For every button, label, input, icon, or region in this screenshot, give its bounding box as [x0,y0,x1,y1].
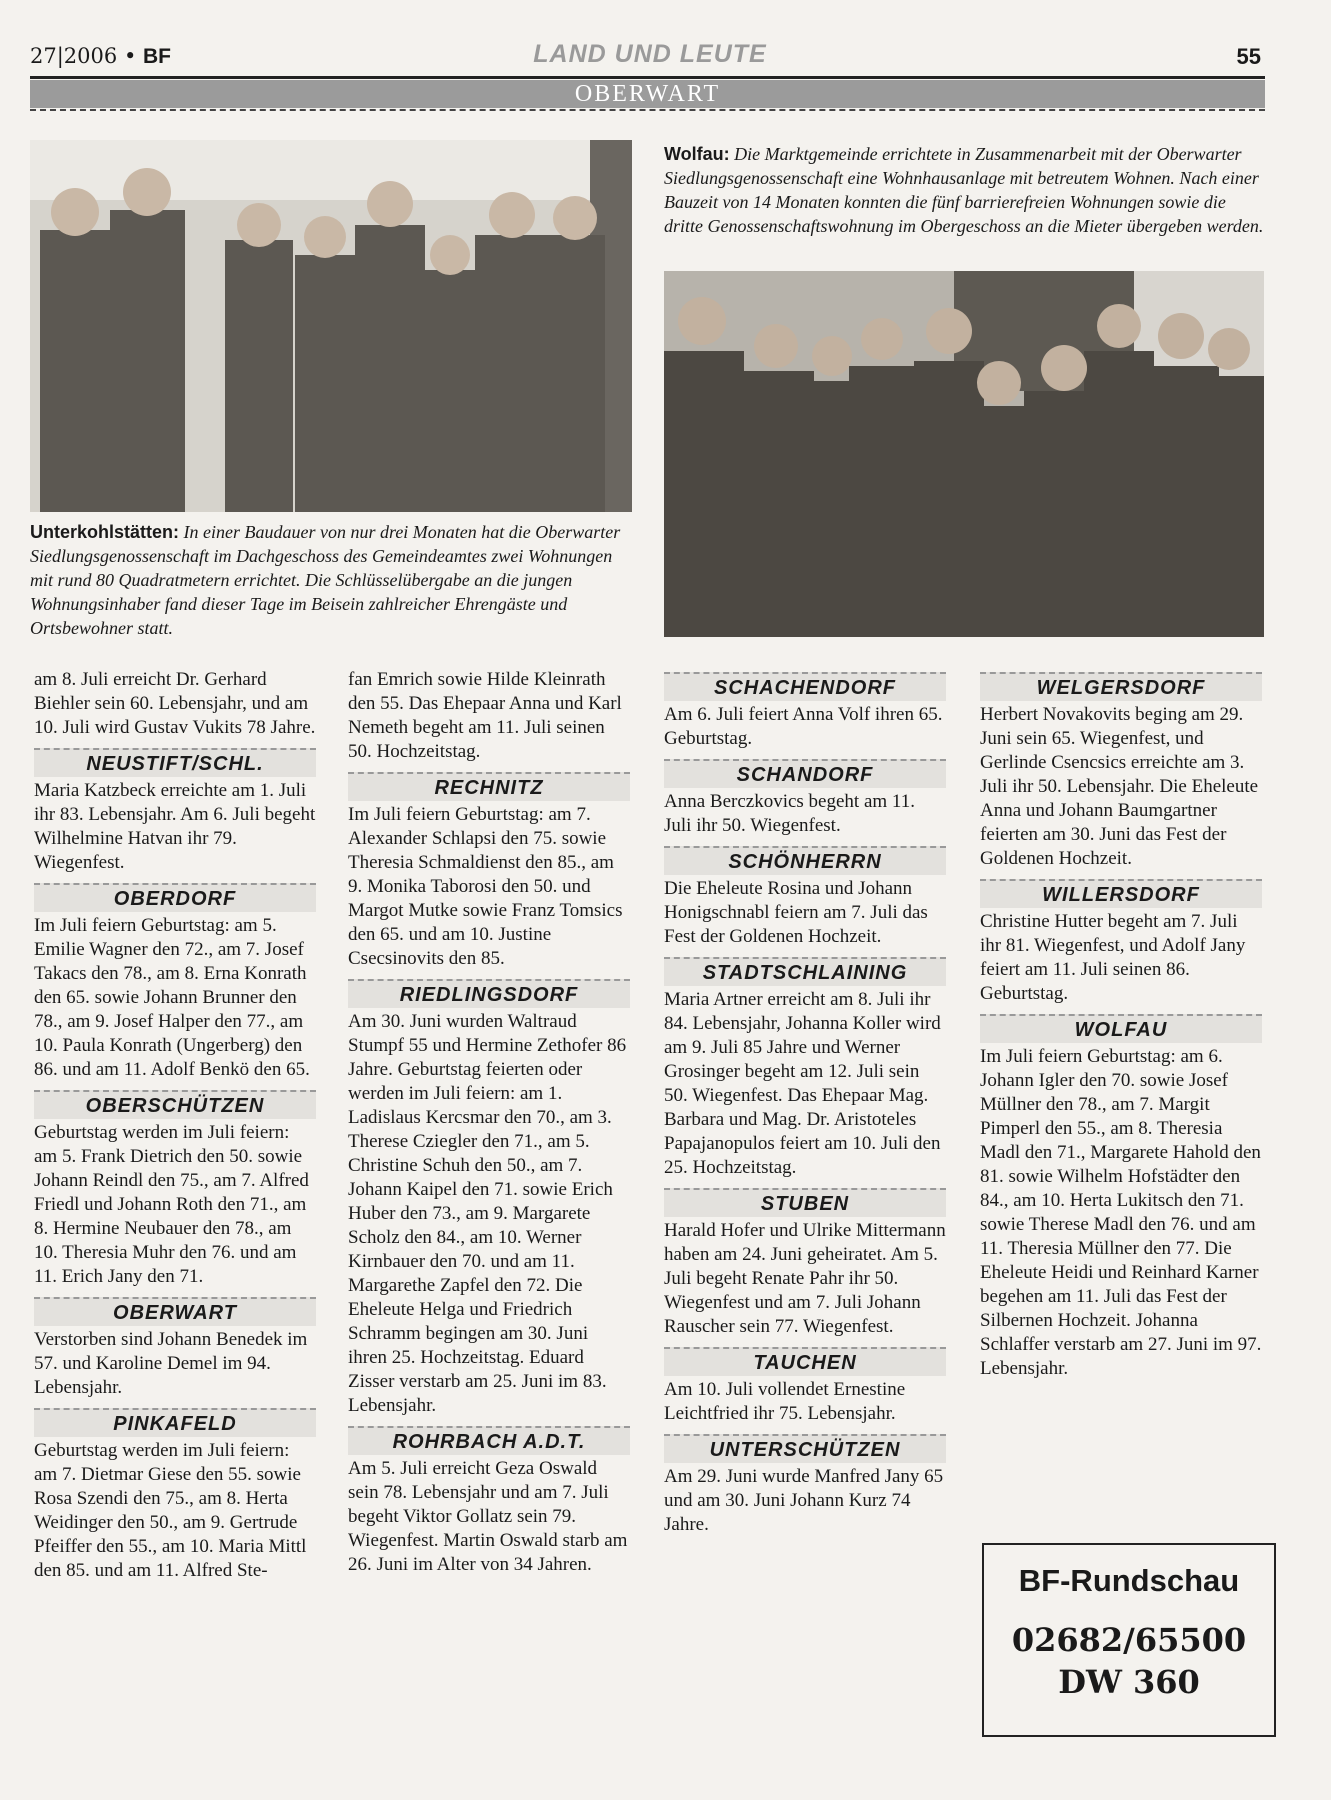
caption-unterkohlstaetten [30,520,632,640]
town-text: Im Juli feiern Geburtstag: am 7. Alexander Schlapsi den 75. sowie Theresia Schmaldienst den 85., am 9. Monika Taborosi den 50. und Margot Mutke sowie Franz Tomsics den 65. und am 10. Justine Csecsinovits den 85. [348,804,623,969]
caption-text: In einer Baudauer von nur drei Monaten hat die Oberwarter Siedlungsgenossenschaft im Dachgeschoss des Gemeindeamtes zwei Wohnungen mit rund 80 Quadratmetern errichtet. Die Schlüsselübergabe an die jungen Wohnungsinhaber fand dieser Tage im Beisein zahlreicher Ehrengäste und Ortsbewohner statt. [30,522,621,638]
town-text: Maria Katzbeck erreichte am 1. Juli ihr 83. Lebensjahr. Am 6. Juli begeht Wilhelmine Hatvan ihr 79. Wiegenfest. [34,780,316,873]
town-heading: WILLERSDORF [980,879,1262,908]
column-1 [34,668,316,1583]
town-heading: STUBEN [664,1188,946,1217]
region-bar: OBERWART [30,80,1265,108]
town-heading: NEUSTIFT/SCHL. [34,748,316,777]
town-heading: OBERSCHÜTZEN [34,1090,316,1119]
header-rule [30,76,1265,79]
column-4 [980,672,1262,1381]
town-text: Maria Artner erreicht am 8. Juli ihr 84. Lebensjahr, Johanna Koller wird am 9. Juli 85 Jahre und Werner Grosinger begeht am 12. Juli sein 50. Wiegenfest. Das Ehepaar Mag. Barbara und Mag. Dr. Aristoteles Papajanopulos feiert am 10. Juli den 25. Hochzeitstag. [664,989,941,1178]
town-text: Im Juli feiern Geburtstag: am 5. Emilie Wagner den 72., am 7. Josef Takacs den 78., am 8. Erna Konrath den 65. sowie Johann Brunner den 78., am 9. Josef Halper den 77., am 10. Paula Konrath (Ungerberg) den 86. und am 11. Adolf Benkö den 65. [34,915,310,1080]
town-heading: RIEDLINGSDORF [348,979,630,1008]
town-text: Die Eheleute Rosina und Johann Honigschnabl feiern am 7. Juli das Fest der Goldenen Hochzeit. [664,878,928,947]
town-heading: SCHACHENDORF [664,672,946,701]
photo-wolfau [664,271,1264,637]
town-text: Geburtstag werden im Juli feiern: am 7. Dietmar Giese den 55. sowie Rosa Szendi den 75., am 8. Herta Weidinger den 50., am 9. Gertrude Pfeiffer den 55., am 10. Maria Mittl den 85. und am 11. Alfred Ste- [34,1440,307,1581]
town-text: Christine Hutter begeht am 7. Juli ihr 81. Wiegenfest, und Adolf Jany feiert am 11. Juli seinen 86. Geburtstag. [980,911,1246,1004]
town-text: Im Juli feiern Geburtstag: am 6. Johann Igler den 70. sowie Josef Müllner den 78., am 7. Margit Pimperl den 55., am 8. Theresia Madl den 71., Margarete Hahold den 81. sowie Wilhelm Hofstädter den 84., am 10. Herta Lukitsch den 71. sowie Therese Madl den 76. und am 11. Theresia Müllner den 77. Die Eheleute Heidi und Reinhard Karner begehen am 11. Juli das Fest der Silbernen Hochzeit. Johanna Schlaffer verstarb am 27. Juni im 97. Lebensjahr. [980,1046,1262,1379]
issue-bullet: • [123,44,137,68]
issue-line [30,44,171,69]
town-text: Geburtstag werden im Juli feiern: am 5. Frank Dietrich den 50. sowie Johann Reindl den 75., am 7. Alfred Friedl und Johann Roth den 71., am 8. Hermine Neubauer den 78., am 10. Theresia Muhr den 76. und am 11. Erich Jany den 71. [34,1122,309,1287]
town-heading: WELGERSDORF [980,672,1262,701]
header-dashed-divider [30,109,1265,111]
town-heading: OBERWART [34,1297,316,1326]
issue-number: 27|2006 [30,44,118,68]
column-3 [664,672,946,1537]
town-text: Am 30. Juni wurden Waltraud Stumpf 55 und Hermine Zethofer 86 Jahre. Geburtstag feierten oder werden im Juli feiern: am 1. Ladislaus Kercsmar den 70., am 3. Therese Cziegler den 71., am 5. Christine Schuh den 50., am 7. Johann Kaipel den 71. sowie Erich Huber den 73., am 9. Margarete Scholz den 84., am 10. Werner Kirnbauer den 70. und am 11. Margarethe Zapfel den 72. Die Eheleute Helga und Friedrich Schramm begingen am 30. Juni ihren 25. Hochzeitstag. Eduard Zisser verstarb am 25. Juni im 83. Lebensjahr. [348,1011,627,1416]
caption-wolfau [664,142,1264,238]
town-heading: STADTSCHLAINING [664,957,946,986]
col2-intro: fan Emrich sowie Hilde Kleinrath den 55. Das Ehepaar Anna und Karl Nemeth begeht am 11. Juli seinen 50. Hochzeitstag. [348,669,622,762]
town-heading: SCHÖNHERRN [664,846,946,875]
col1-intro: am 8. Juli erreicht Dr. Gerhard Biehler sein 60. Lebensjahr, und am 10. Juli wird Gustav Vukits 78 Jahre. [34,669,316,738]
town-heading: ROHRBACH A.D.T. [348,1426,630,1455]
town-text: Am 29. Juni wurde Manfred Jany 65 und am 30. Juni Johann Kurz 74 Jahre. [664,1466,944,1535]
bf-rundschau-box [982,1543,1276,1737]
box-phone: 02682/65500 [1011,1621,1247,1659]
town-heading: RECHNITZ [348,772,630,801]
page-number: 55 [1236,44,1261,69]
town-heading: OBERDORF [34,883,316,912]
caption-place: Wolfau: [664,144,730,164]
town-heading: TAUCHEN [664,1347,946,1376]
town-text: Harald Hofer und Ulrike Mittermann haben am 24. Juni geheiratet. Am 5. Juli begeht Renate Pahr ihr 50. Wiegenfest und am 7. Juli Johann Rauscher sein 77. Wiegenfest. [664,1220,946,1337]
section-title: LAND UND LEUTE [533,40,767,68]
town-text: Anna Berczkovics begeht am 11. Juli ihr 50. Wiegenfest. [664,791,915,836]
town-text: Am 5. Juli erreicht Geza Oswald sein 78. Lebensjahr und am 7. Juli begeht Viktor Gollatz sein 79. Wiegenfest. Martin Oswald starb am 26. Juni im Alter von 34 Jahren. [348,1458,628,1575]
photo-unterkohlstaetten [30,140,632,512]
town-text: Am 10. Juli vollendet Ernestine Leichtfried ihr 75. Lebensjahr. [664,1379,906,1424]
box-extension: DW 360 [1058,1663,1200,1701]
caption-text: Die Marktgemeinde errichtete in Zusammenarbeit mit der Oberwarter Siedlungsgenossenschaft eine Wohnhausanlage mit betreutem Wohnen. Nach einer Bauzeit von 14 Monaten konnten die fünf barrierefreien Wohnungen sowie die dritte Genossenschaftswohnung im Obergeschoss an die Mieter übergeben werden. [664,144,1264,236]
box-title: BF-Rundschau [1018,1563,1240,1598]
town-text: Am 6. Juli feiert Anna Volf ihren 65. Geburtstag. [664,704,943,749]
column-2 [348,668,630,1577]
town-text: Herbert Novakovits beging am 29. Juni sein 65. Wiegenfest, und Gerlinde Csencsics erreichte am 3. Juli ihr 50. Lebensjahr. Die Eheleute Anna und Johann Baumgartner feierten am 30. Juni das Fest der Goldenen Hochzeit. [980,704,1259,869]
caption-place: Unterkohlstätten: [30,522,180,542]
town-heading: UNTERSCHÜTZEN [664,1434,946,1463]
town-heading: PINKAFELD [34,1408,316,1437]
town-text: Verstorben sind Johann Benedek im 57. und Karoline Demel im 94. Lebensjahr. [34,1329,308,1398]
paper-name: BF [143,45,172,68]
town-heading: SCHANDORF [664,759,946,788]
town-heading: WOLFAU [980,1014,1262,1043]
